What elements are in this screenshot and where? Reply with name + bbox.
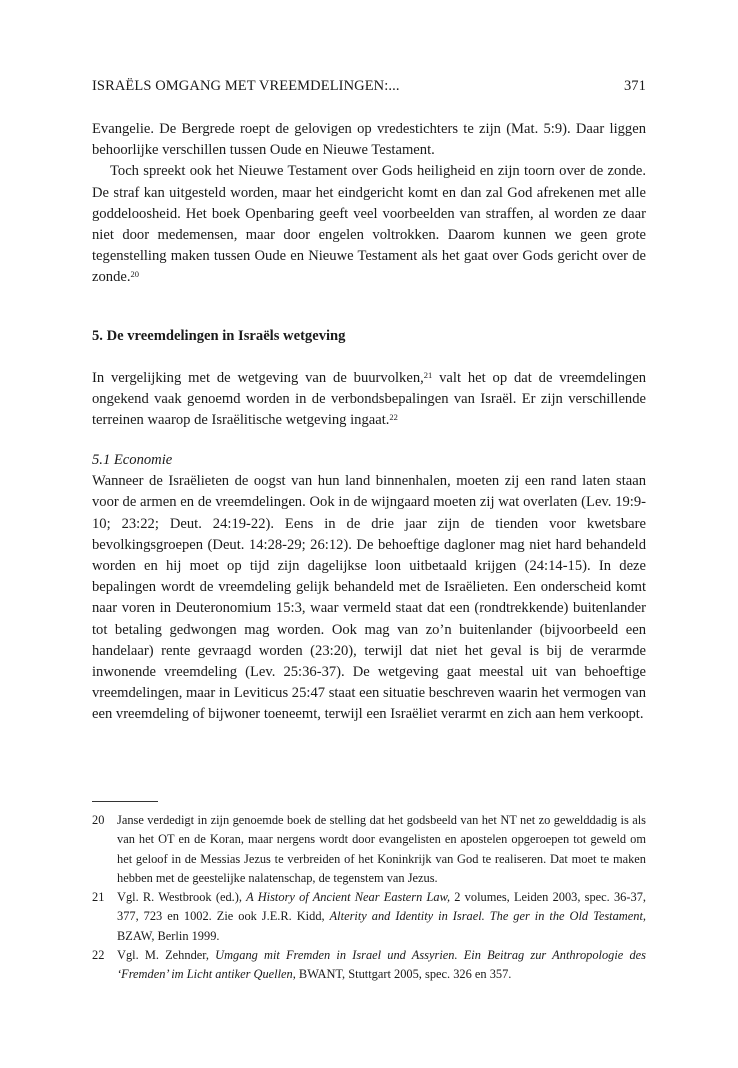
footnotes <box>92 811 646 985</box>
paragraph-continuation: Evangelie. De Bergrede roept de gelovigen op vredestichters te zijn (Mat. 5:9). Daar liggen behoorlijke verschillen tussen Oude en Nieuwe Testament. <box>92 121 646 159</box>
subsection-heading: 5.1 Economie <box>92 452 173 468</box>
footnote-number: 22 <box>92 948 105 963</box>
footnote-22 <box>92 946 646 985</box>
opening-paragraphs <box>92 119 646 289</box>
footnote-ref-21: 21 <box>423 369 433 380</box>
section-heading: 5. De vreemdelingen in Israëls wetgeving <box>92 328 346 344</box>
paragraph-judgement-text: Toch spreekt ook het Nieuwe Testament over Gods heiligheid en zijn toorn over de zonde. De straf kan uitgesteld worden, maar het eindgericht komt en dan zal God afrekenen met alle goddeloosheid. Het boek Openbaring geeft veel voorbeelden van straffen, al worden ze daar niet door medemensen, maar door engelen voltrokken. Daarom kunnen we geen grote tegenstelling maken tussen Oude en Nieuwe Testament als het gaat over Gods gericht over de zonde. <box>92 163 646 286</box>
footnote-number: 20 <box>92 813 105 827</box>
footnote-number: 21 <box>92 890 105 905</box>
footnote-ref-20: 20 <box>130 269 139 280</box>
footnote-text-part: Vgl. M. Zehnder, <box>117 948 216 963</box>
section-intro <box>92 368 646 432</box>
footnote-text <box>117 946 646 985</box>
footnote-title-italic: Alterity and Identity in Israel. The ger in the Old Testament, <box>329 909 646 924</box>
footnote-ref-22: 22 <box>389 412 398 423</box>
footnote-separator <box>92 801 158 802</box>
footnote-text <box>117 888 646 946</box>
running-head <box>92 78 646 95</box>
paragraph-intro-part-1: In vergelijking met de wetgeving van de buurvolken, <box>92 370 424 386</box>
paragraph-intro-part-2: valt het op dat de vreemdelingen ongekend vaak genoemd worden in de verbondsbepalingen van Israël. Er zijn verschillende terreinen waarop de Israëlitische wetgeving ingaat. <box>92 370 647 429</box>
running-title: ISRAËLS OMGANG MET VREEMDELINGEN:... <box>92 78 400 94</box>
footnote-20 <box>92 811 646 888</box>
footnote-text-part: BWANT, Stuttgart 2005, spec. 326 en 357. <box>295 967 512 982</box>
footnote-title-italic: Umgang mit Fremden in Israel und Assyrien. Ein Beitrag zur Anthropologie des ‘Fremden’ im Licht antiker Quellen, <box>117 948 646 982</box>
paragraph-judgement <box>92 161 646 288</box>
footnote-text: Janse verdedigt in zijn genoemde boek de stelling dat het godsbeeld van het NT net zo gewelddadig is als van het OT en de Koran, maar nergens wordt door evangelisten en apostelen opgeroepen tot geweld om het geloof in de Messias Jezus te verbreiden of het Koninkrijk van God te realiseren. Dat moet te maken hebben met de geestelijke nalatenschap, de tegenstem van Jezus. <box>117 813 646 885</box>
footnote-text-part: 2 volumes, Leiden 2003, spec. 36-37, 377, 723 en 1002. Zie ook J.E.R. Kidd, <box>117 890 646 924</box>
subsection-economie <box>92 450 646 726</box>
footnote-text-part: Vgl. R. Westbrook (ed.), <box>117 890 247 905</box>
footnote-text-part: BZAW, Berlin 1999. <box>117 928 220 943</box>
footnote-title-italic: A History of Ancient Near Eastern Law, <box>246 890 451 905</box>
footnote-21 <box>92 888 646 946</box>
paragraph-economie: Wanneer de Israëlieten de oogst van hun land binnenhalen, moeten zij een rand laten staan voor de armen en de vreemdelingen. Ook in de wijngaard moeten zij wat overlaten (Lev. 19:9-10; 23:22; Deut. 24:19-22). Eens in de drie jaar zijn de tienden voor kwetsbare bevolkingsgroepen (Deut. 14:28-29; 26:12). De behoeftige dagloner mag niet hard behandeld worden en hij moet op tijd zijn dagelijkse loon uitbetaald krijgen (24:14-15). In deze bepalingen wordt de vreemdeling gelijk behandeld met de Israëlieten. Een onderscheid komt naar voren in Deuteronomium 15:3, waar vermeld staat dat een (rondtrekkende) buitenlander tot betaling gedwongen mag worden. Ook mag van zo’n buitenlander (bijvoorbeeld een handelaar) rente gevraagd worden (23:20), terwijl dat niet het geval is bij de verarmde inwonende vreemdeling (Lev. 25:36-37). De wetgeving gaat meestal uit van behoeftige vreemdelingen, maar in Leviticus 25:47 staat een situatie beschreven waarin het vermogen van een vreemdeling of bijwoner toeneemt, terwijl een Israëliet verarmt en zich aan hem verkoopt. <box>92 473 646 723</box>
page-number: 371 <box>623 78 646 94</box>
paragraph-intro <box>92 368 646 432</box>
